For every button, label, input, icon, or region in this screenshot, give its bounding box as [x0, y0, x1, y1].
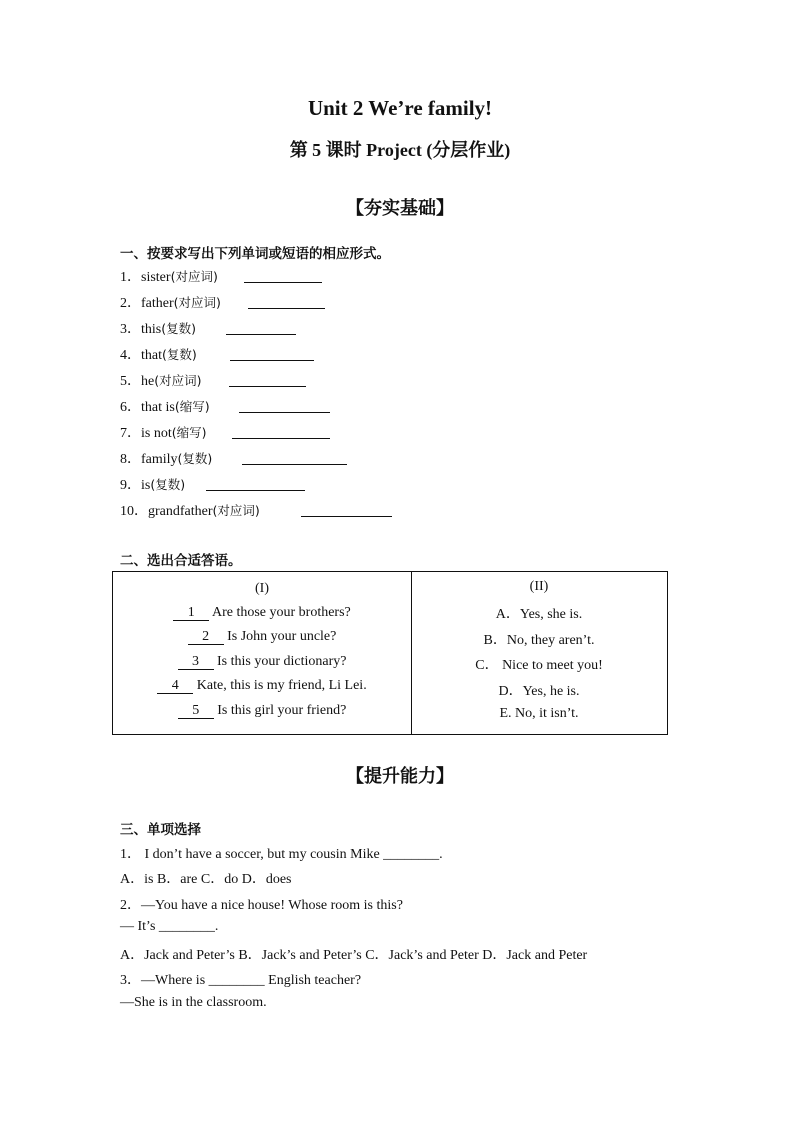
question-1-item: [120, 344, 197, 364]
question-1-item: [120, 292, 221, 312]
question-1-item: [120, 266, 218, 286]
question-1-item: [120, 396, 210, 416]
item-word: he: [141, 374, 155, 389]
question-3-line: A．Jack and Peter’s B．Jack’s and Peter’s C．Jack’s and Peter D．Jack and Peter: [120, 948, 588, 963]
item-word: is not: [141, 426, 172, 441]
question-3-line: 3．—Where is ________ English teacher?: [120, 973, 362, 988]
question-text: Are those your brothers?: [209, 605, 351, 620]
answer-option: E. No, it isn’t.: [499, 706, 579, 721]
question-text: Is this girl your friend?: [213, 703, 347, 718]
question-text: Is John your uncle?: [223, 629, 337, 644]
item-number: 10．: [120, 504, 148, 519]
question-3-line: — It’s ________.: [120, 919, 219, 934]
answer-blank[interactable]: [206, 474, 305, 491]
answer-blank-number[interactable]: 5: [178, 703, 214, 719]
section-heading-advanced: 【提升能力】: [346, 766, 454, 786]
answer-blank[interactable]: [242, 448, 347, 465]
question-3-line: 1． I don’t have a soccer, but my cousin Mike ________.: [120, 847, 443, 862]
item-number: 1．: [120, 270, 141, 285]
answer-blank[interactable]: [301, 500, 392, 517]
answer-blank[interactable]: [239, 396, 330, 413]
item-hint: (复数): [161, 321, 196, 336]
item-hint: (对应词): [170, 269, 218, 284]
question-3-line: —She is in the classroom.: [120, 995, 267, 1010]
answer-blank-number[interactable]: 2: [188, 629, 224, 645]
item-hint: (对应词): [212, 503, 260, 518]
item-hint: (缩写): [174, 399, 210, 414]
item-number: 8．: [120, 452, 141, 467]
question-1-item: [120, 474, 185, 494]
answer-blank[interactable]: [230, 344, 314, 361]
item-number: 4．: [120, 348, 141, 363]
item-number: 7．: [120, 426, 141, 441]
answer-option: B．No, they aren’t.: [483, 633, 595, 648]
question-1-item: [120, 448, 212, 468]
answer-option: D．Yes, he is.: [498, 684, 580, 699]
left-question-row: [113, 678, 411, 694]
answer-blank-number[interactable]: 3: [178, 654, 214, 670]
question-1-item: [120, 318, 196, 338]
question-3-heading: 三、单项选择: [120, 822, 201, 838]
left-question-row: [113, 605, 411, 621]
item-word: that is: [141, 400, 175, 415]
item-hint: (对应词): [154, 373, 202, 388]
item-number: 3．: [120, 322, 141, 337]
question-1-item: [120, 422, 207, 442]
item-word: sister: [141, 270, 171, 285]
answer-blank[interactable]: [232, 422, 330, 439]
question-1-item: [120, 500, 260, 520]
item-word: grandfather: [148, 504, 213, 519]
left-question-row: [113, 629, 411, 645]
item-number: 5．: [120, 374, 141, 389]
item-hint: (对应词): [173, 295, 221, 310]
answer-blank[interactable]: [248, 292, 325, 309]
item-hint: (复数): [150, 477, 186, 492]
item-hint: (复数): [177, 451, 213, 466]
question-1-item: [120, 370, 201, 390]
section-heading-basic: 【夯实基础】: [346, 198, 454, 218]
answer-blank[interactable]: [229, 370, 306, 387]
question-text: Kate, this is my friend, Li Lei.: [193, 678, 367, 693]
item-number: 6．: [120, 400, 141, 415]
question-3-line: 2．—You have a nice house! Whose room is this?: [120, 898, 403, 913]
right-column-header: (II): [529, 579, 549, 594]
item-word: this: [141, 322, 162, 337]
item-number: 9．: [120, 478, 141, 493]
item-word: father: [141, 296, 174, 311]
matching-table: [112, 571, 668, 735]
page-title: Unit 2 We’re family!: [307, 96, 493, 120]
item-word: is: [141, 478, 151, 493]
question-2-heading: 二、选出合适答语。: [120, 553, 242, 569]
item-word: family: [141, 452, 178, 467]
question-1-heading: 一、按要求写出下列单词或短语的相应形式。: [120, 246, 390, 262]
left-question-row: [113, 654, 411, 670]
answer-blank[interactable]: [244, 266, 322, 283]
item-hint: (缩写): [171, 425, 207, 440]
question-3-line: A．is B．are C．do D．does: [120, 872, 292, 887]
left-question-row: [113, 703, 411, 719]
answer-option: C． Nice to meet you!: [475, 658, 603, 673]
answer-blank-number[interactable]: 4: [157, 678, 193, 694]
page-subtitle: 第 5 课时 Project (分层作业): [289, 140, 511, 160]
item-hint: (复数): [162, 347, 197, 362]
left-column-header: (I): [255, 581, 269, 596]
answer-option: A．Yes, she is.: [495, 607, 583, 622]
answer-blank-number[interactable]: 1: [173, 605, 209, 621]
item-number: 2．: [120, 296, 141, 311]
item-word: that: [141, 348, 162, 363]
question-text: Is this your dictionary?: [213, 654, 347, 669]
answer-blank[interactable]: [226, 318, 296, 335]
